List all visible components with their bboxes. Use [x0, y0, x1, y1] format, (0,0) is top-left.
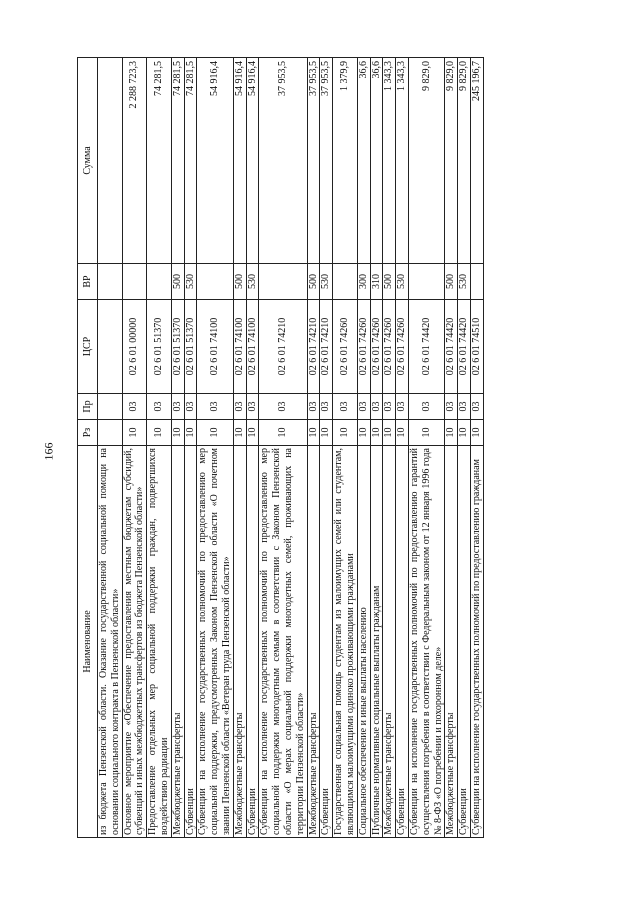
cell-sum: 9 829,0 — [445, 58, 458, 264]
cell-rz: 10 — [259, 420, 307, 446]
cell-sum: 54 916,4 — [246, 58, 259, 264]
cell-sum: 37 953,5 — [320, 58, 333, 264]
cell-vr: 500 — [233, 264, 246, 300]
cell-rz: 10 — [122, 420, 147, 446]
cell-sum: 37 953,5 — [259, 58, 307, 264]
cell-vr: 500 — [307, 264, 320, 300]
rotated-page-content — [77, 58, 565, 838]
cell-csr: 02 6 01 51370 — [147, 300, 172, 394]
table-row — [307, 58, 320, 838]
cell-csr: 02 6 01 74510 — [470, 300, 483, 394]
cell-pr: 03 — [171, 394, 184, 420]
cell-rz: 10 — [396, 420, 409, 446]
cell-csr: 02 6 01 51370 — [171, 300, 184, 394]
cell-pr: 03 — [445, 394, 458, 420]
header-rz: Рз — [78, 420, 98, 446]
table-row — [122, 58, 147, 838]
table-row — [333, 58, 358, 838]
cell-vr — [122, 264, 147, 300]
table-row — [233, 58, 246, 838]
page-number: 166 — [41, 442, 56, 461]
cell-name: Субвенции на исполнение государственных полномочий по предоставлению мер социальной поддержки, предусмотренных Законом Пензенской области «О почетном звании Пензенской области «Ветеран труда Пензенской области» — [197, 446, 233, 838]
cell-csr: 02 6 01 74260 — [396, 300, 409, 394]
table-body — [98, 58, 484, 838]
budget-table — [77, 57, 484, 838]
cell-sum: 74 281,5 — [147, 58, 172, 264]
table-row — [357, 58, 370, 838]
table-row — [320, 58, 333, 838]
cell-name: Субвенции — [396, 446, 409, 838]
cell-sum: 2 288 723,3 — [122, 58, 147, 264]
cell-csr: 02 6 01 74260 — [333, 300, 358, 394]
table-row — [197, 58, 233, 838]
cell-csr: 02 6 01 74420 — [445, 300, 458, 394]
cell-pr: 03 — [333, 394, 358, 420]
cell-sum: 54 916,4 — [197, 58, 233, 264]
cell-rz: 10 — [357, 420, 370, 446]
cell-rz: 10 — [184, 420, 197, 446]
cell-name: Межбюджетные трансферты — [445, 446, 458, 838]
cell-sum: 9 829,0 — [458, 58, 471, 264]
cell-rz: 10 — [197, 420, 233, 446]
cell-csr: 02 6 01 74260 — [383, 300, 396, 394]
cell-csr: 02 6 01 74420 — [408, 300, 444, 394]
cell-rz: 10 — [171, 420, 184, 446]
cell-pr: 03 — [259, 394, 307, 420]
cell-rz: 10 — [333, 420, 358, 446]
table-row — [246, 58, 259, 838]
cell-pr: 03 — [408, 394, 444, 420]
cell-pr: 03 — [122, 394, 147, 420]
cell-vr — [333, 264, 358, 300]
cell-csr: 02 6 01 74210 — [320, 300, 333, 394]
table-row — [470, 58, 483, 838]
table-row — [370, 58, 383, 838]
cell-name: Основное мероприятие «Обеспечение предоставления местным бюджетам субсидий, субвенций и иных межбюджетных трансфертов из бюджета Пензенской области» — [122, 446, 147, 838]
cell-vr — [98, 264, 123, 300]
cell-pr: 03 — [233, 394, 246, 420]
cell-pr: 03 — [320, 394, 333, 420]
cell-rz: 10 — [445, 420, 458, 446]
cell-csr: 02 6 01 51370 — [184, 300, 197, 394]
header-sum: Сумма — [78, 58, 98, 264]
table-header-row — [78, 58, 98, 838]
cell-name: из бюджета Пензенской области. Оказание государственной социальной помощи на основании социального контракта в Пензенской области» — [98, 446, 123, 838]
cell-sum: 1 379,9 — [333, 58, 358, 264]
cell-vr: 500 — [383, 264, 396, 300]
cell-name: Межбюджетные трансферты — [383, 446, 396, 838]
cell-name: Межбюджетные трансферты — [307, 446, 320, 838]
cell-rz — [98, 420, 123, 446]
cell-name: Субвенции — [458, 446, 471, 838]
cell-sum: 37 953,5 — [307, 58, 320, 264]
cell-rz: 10 — [470, 420, 483, 446]
cell-rz: 10 — [233, 420, 246, 446]
table-row — [458, 58, 471, 838]
table-row — [171, 58, 184, 838]
cell-pr: 03 — [197, 394, 233, 420]
cell-sum: 1 343,3 — [383, 58, 396, 264]
cell-vr: 310 — [370, 264, 383, 300]
cell-vr — [470, 264, 483, 300]
cell-name: Субвенции — [184, 446, 197, 838]
cell-pr: 03 — [246, 394, 259, 420]
header-name: Наименование — [78, 446, 98, 838]
cell-vr — [259, 264, 307, 300]
cell-rz: 10 — [320, 420, 333, 446]
cell-vr: 530 — [320, 264, 333, 300]
cell-name: Межбюджетные трансферты — [233, 446, 246, 838]
table-row — [408, 58, 444, 838]
table-row — [259, 58, 307, 838]
cell-rz: 10 — [408, 420, 444, 446]
table-row — [184, 58, 197, 838]
cell-vr: 530 — [458, 264, 471, 300]
cell-name: Публичные нормативные социальные выплаты гражданам — [370, 446, 383, 838]
cell-name: Субвенции на исполнение государственных полномочий по предоставлению гражданам — [470, 446, 483, 838]
cell-sum: 1 343,3 — [396, 58, 409, 264]
cell-name: Социальное обеспечение и иные выплаты населению — [357, 446, 370, 838]
cell-sum: 54 916,4 — [233, 58, 246, 264]
cell-sum: 9 829,0 — [408, 58, 444, 264]
cell-pr: 03 — [396, 394, 409, 420]
cell-pr: 03 — [458, 394, 471, 420]
cell-name: Субвенции на исполнение государственных полномочий по предоставлению мер социальной поддержки многодетным семьям в соответствии с Законом Пензенской области «О мерах социальной поддержки многодетных семей, проживающих на территории Пензенской области» — [259, 446, 307, 838]
cell-vr: 530 — [396, 264, 409, 300]
cell-csr: 02 6 01 00000 — [122, 300, 147, 394]
cell-csr: 02 6 01 74210 — [307, 300, 320, 394]
cell-vr — [147, 264, 172, 300]
cell-name: Межбюджетные трансферты — [171, 446, 184, 838]
cell-pr: 03 — [147, 394, 172, 420]
cell-name: Государственная социальная помощь студентам из малоимущих семей или студентам, являющимся малоимущими одиноко проживающими гражданами — [333, 446, 358, 838]
cell-name: Субвенции на исполнение государственных полномочий по предоставлению гарантий осуществления погребения в соответствии с Федеральным законом от 12 января 1996 года № 8-ФЗ «О погребении и похоронном деле» — [408, 446, 444, 838]
cell-name: Субвенции — [320, 446, 333, 838]
cell-name: Предоставление отдельных мер социальной поддержки граждан, подвергшихся воздействию радиации — [147, 446, 172, 838]
table-row — [445, 58, 458, 838]
cell-rz: 10 — [383, 420, 396, 446]
cell-rz: 10 — [246, 420, 259, 446]
cell-vr: 530 — [246, 264, 259, 300]
cell-pr: 03 — [470, 394, 483, 420]
cell-rz: 10 — [147, 420, 172, 446]
cell-pr — [98, 394, 123, 420]
header-pr: Пр — [78, 394, 98, 420]
cell-rz: 10 — [458, 420, 471, 446]
header-csr: ЦСР — [78, 300, 98, 394]
table-row — [383, 58, 396, 838]
cell-csr: 02 6 01 74420 — [458, 300, 471, 394]
table-row — [147, 58, 172, 838]
cell-vr: 500 — [445, 264, 458, 300]
cell-name: Субвенции — [246, 446, 259, 838]
cell-sum: 74 281,5 — [171, 58, 184, 264]
table-row — [98, 58, 123, 838]
cell-vr — [197, 264, 233, 300]
cell-sum: 74 281,5 — [184, 58, 197, 264]
cell-csr: 02 6 01 74260 — [370, 300, 383, 394]
cell-pr: 03 — [370, 394, 383, 420]
cell-pr: 03 — [383, 394, 396, 420]
header-vr: ВР — [78, 264, 98, 300]
cell-rz: 10 — [370, 420, 383, 446]
cell-csr: 02 6 01 74260 — [357, 300, 370, 394]
cell-vr: 300 — [357, 264, 370, 300]
cell-csr: 02 6 01 74100 — [233, 300, 246, 394]
cell-csr — [98, 300, 123, 394]
cell-csr: 02 6 01 74100 — [197, 300, 233, 394]
cell-sum — [98, 58, 123, 264]
cell-vr: 530 — [184, 264, 197, 300]
cell-pr: 03 — [357, 394, 370, 420]
cell-vr: 500 — [171, 264, 184, 300]
table-row — [396, 58, 409, 838]
cell-rz: 10 — [307, 420, 320, 446]
cell-csr: 02 6 01 74210 — [259, 300, 307, 394]
cell-pr: 03 — [307, 394, 320, 420]
cell-vr — [408, 264, 444, 300]
cell-sum: 36,6 — [357, 58, 370, 264]
cell-pr: 03 — [184, 394, 197, 420]
cell-csr: 02 6 01 74100 — [246, 300, 259, 394]
cell-sum: 245 196,7 — [470, 58, 483, 264]
cell-sum: 36,6 — [370, 58, 383, 264]
